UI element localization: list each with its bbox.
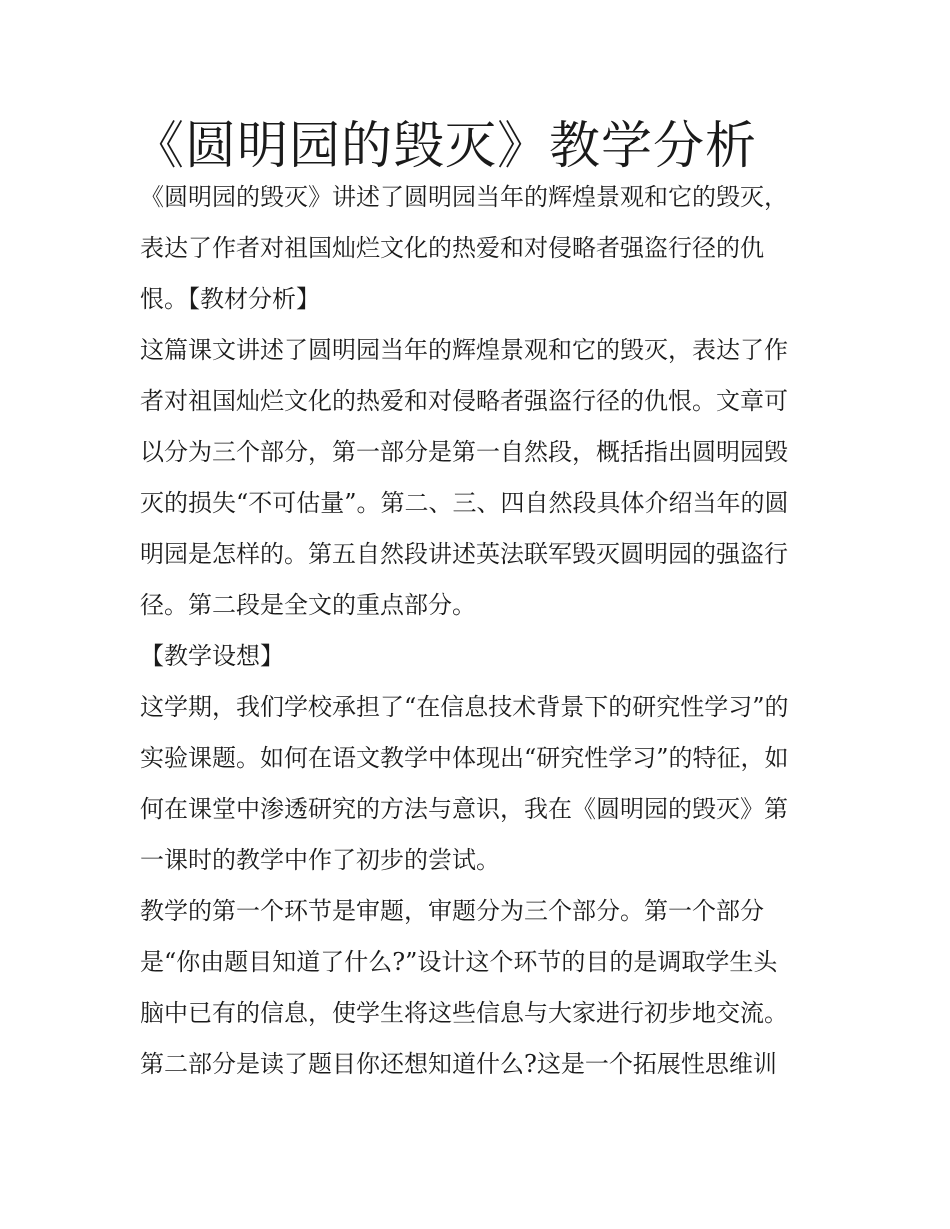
text-line: 一课时的教学中作了初步的尝试。 (140, 846, 500, 874)
text-line: 教学的第一个环节是审题，审题分为三个部分。第一个部分 (140, 897, 764, 925)
document-body (140, 172, 830, 1090)
text-line: 《圆明园的毁灭》讲述了圆明园当年的辉煌景观和它的毁灭， (140, 183, 788, 211)
document-title: 《圆明园的毁灭》教学分析 (132, 117, 757, 176)
text-line: 径。第二段是全文的重点部分。 (140, 591, 476, 619)
text-line: 何在课堂中渗透研究的方法与意识，我在《圆明园的毁灭》第 (140, 795, 788, 823)
text-line: 者对祖国灿烂文化的热爱和对侵略者强盗行径的仇恨。文章可 (140, 387, 788, 415)
text-line: 恨。【教材分析】 (140, 285, 320, 313)
text-line: 脑中已有的信息，使学生将这些信息与大家进行初步地交流。 (140, 999, 788, 1027)
text-line: 表达了作者对祖国灿烂文化的热爱和对侵略者强盗行径的仇 (140, 234, 764, 262)
text-line: 这学期，我们学校承担了“在信息技术背景下的研究性学习”的 (140, 693, 789, 721)
text-line: 灭的损失“不可估量”。第二、三、四自然段具体介绍当年的圆 (140, 489, 789, 517)
text-line: 明园是怎样的。第五自然段讲述英法联军毁灭圆明园的强盗行 (140, 540, 788, 568)
text-line: 以分为三个部分，第一部分是第一自然段，概括指出圆明园毁 (140, 438, 788, 466)
text-line: 是“你由题目知道了什么?”设计这个环节的目的是调取学生头 (140, 948, 778, 976)
text-line: 实验课题。如何在语文教学中体现出“研究性学习”的特征，如 (140, 744, 789, 772)
text-line: 第二部分是读了题目你还想知道什么?这是一个拓展性思维训 (140, 1050, 777, 1078)
section-heading: 【教学设想】 (140, 642, 284, 670)
text-line: 这篇课文讲述了圆明园当年的辉煌景观和它的毁灭，表达了作 (140, 336, 788, 364)
